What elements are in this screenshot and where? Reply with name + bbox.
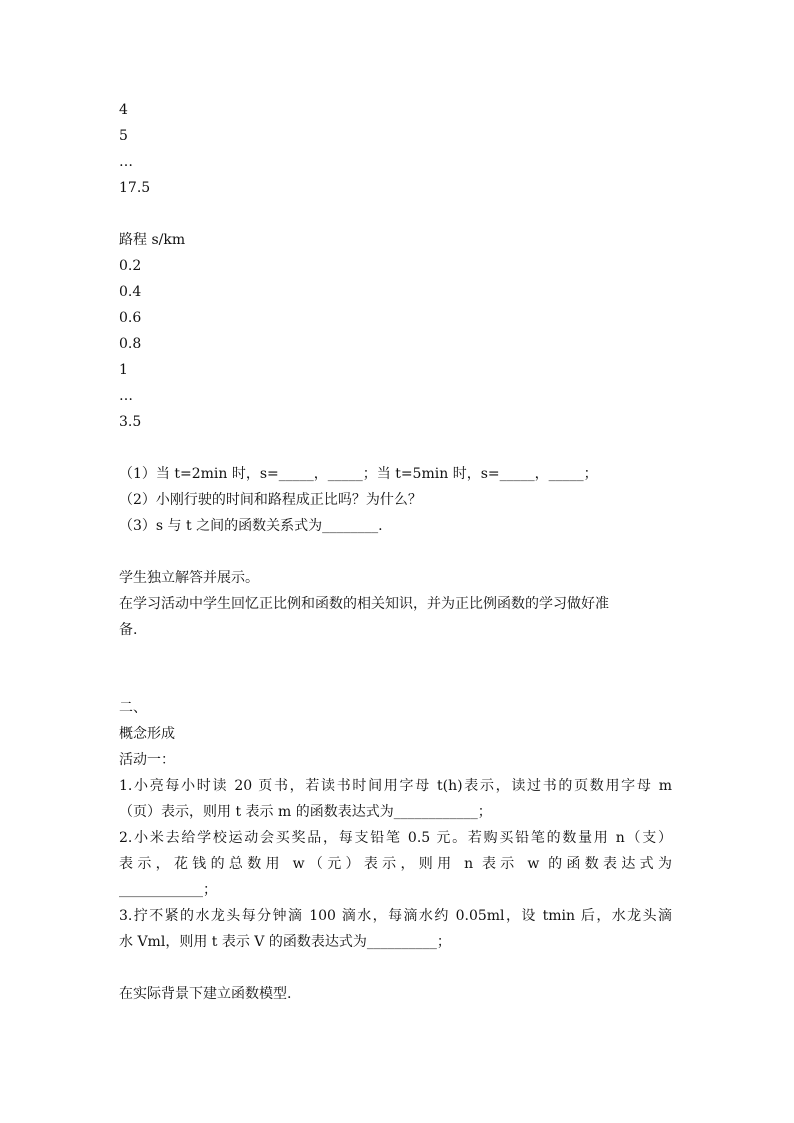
table-value-distance-last: 3.5 (119, 414, 142, 430)
table-value-distance-3: 0.6 (119, 310, 142, 326)
question-2: （2）小刚行驶的时间和路程成正比吗？为什么？ (119, 492, 422, 508)
closing-note: 在实际背景下建立函数模型. (119, 986, 292, 1002)
question-1: （1）当 t=2min 时，s=_____，_____；当 t=5min 时，s=_____，_____； (119, 466, 598, 482)
table-value-distance-ellipsis: … (119, 388, 133, 404)
question-3: （3）s 与 t 之间的函数关系式为________. (119, 518, 383, 534)
section-number: 二、 (119, 700, 147, 716)
table-value-distance-4: 0.8 (119, 336, 142, 352)
design-intent-line-2: 备. (119, 622, 138, 638)
section-title: 概念形成 (119, 726, 175, 742)
table-value-time-last: 17.5 (119, 180, 151, 196)
table-value-distance-2: 0.4 (119, 284, 142, 300)
table-value-time-ellipsis: … (119, 154, 133, 170)
table-value-time-5: 5 (119, 128, 128, 144)
item-1-line-2: （页）表示，则用 t 表示 m 的函数表达式为____________； (119, 804, 492, 820)
table-value-distance-1: 0.2 (119, 258, 142, 274)
item-1-line-1: 1.小亮每小时读 20 页书，若读书时间用字母 t(h)表示，读过书的页数用字母 m (119, 778, 672, 794)
table-value-distance-5: 1 (119, 362, 128, 378)
item-3-line-2: 水 Vml，则用 t 表示 V 的函数表达式为__________； (119, 934, 451, 950)
item-3-line-1: 3.拧不紧的水龙头每分钟滴 100 滴水，每滴水约 0.05ml，设 tmin 后，水龙头滴 (119, 908, 672, 924)
table-header-distance: 路程 s/km (119, 232, 186, 248)
item-2-line-2: 表示，花钱的总数用 w（元）表示，则用 n 表示 w 的函数表达式为 (119, 856, 672, 872)
activity-title: 活动一： (119, 752, 175, 768)
table-value-time-4: 4 (119, 102, 128, 118)
item-2-line-3: ____________； (119, 882, 217, 898)
design-intent-line-1: 在学习活动中学生回忆正比例和函数的相关知识，并为正比例函数的学习做好准 (119, 596, 609, 612)
item-2-line-1: 2.小米去给学校运动会买奖品，每支铅笔 0.5 元。若购买铅笔的数量用 n（支） (119, 830, 672, 846)
student-activity: 学生独立解答并展示。 (119, 570, 259, 586)
